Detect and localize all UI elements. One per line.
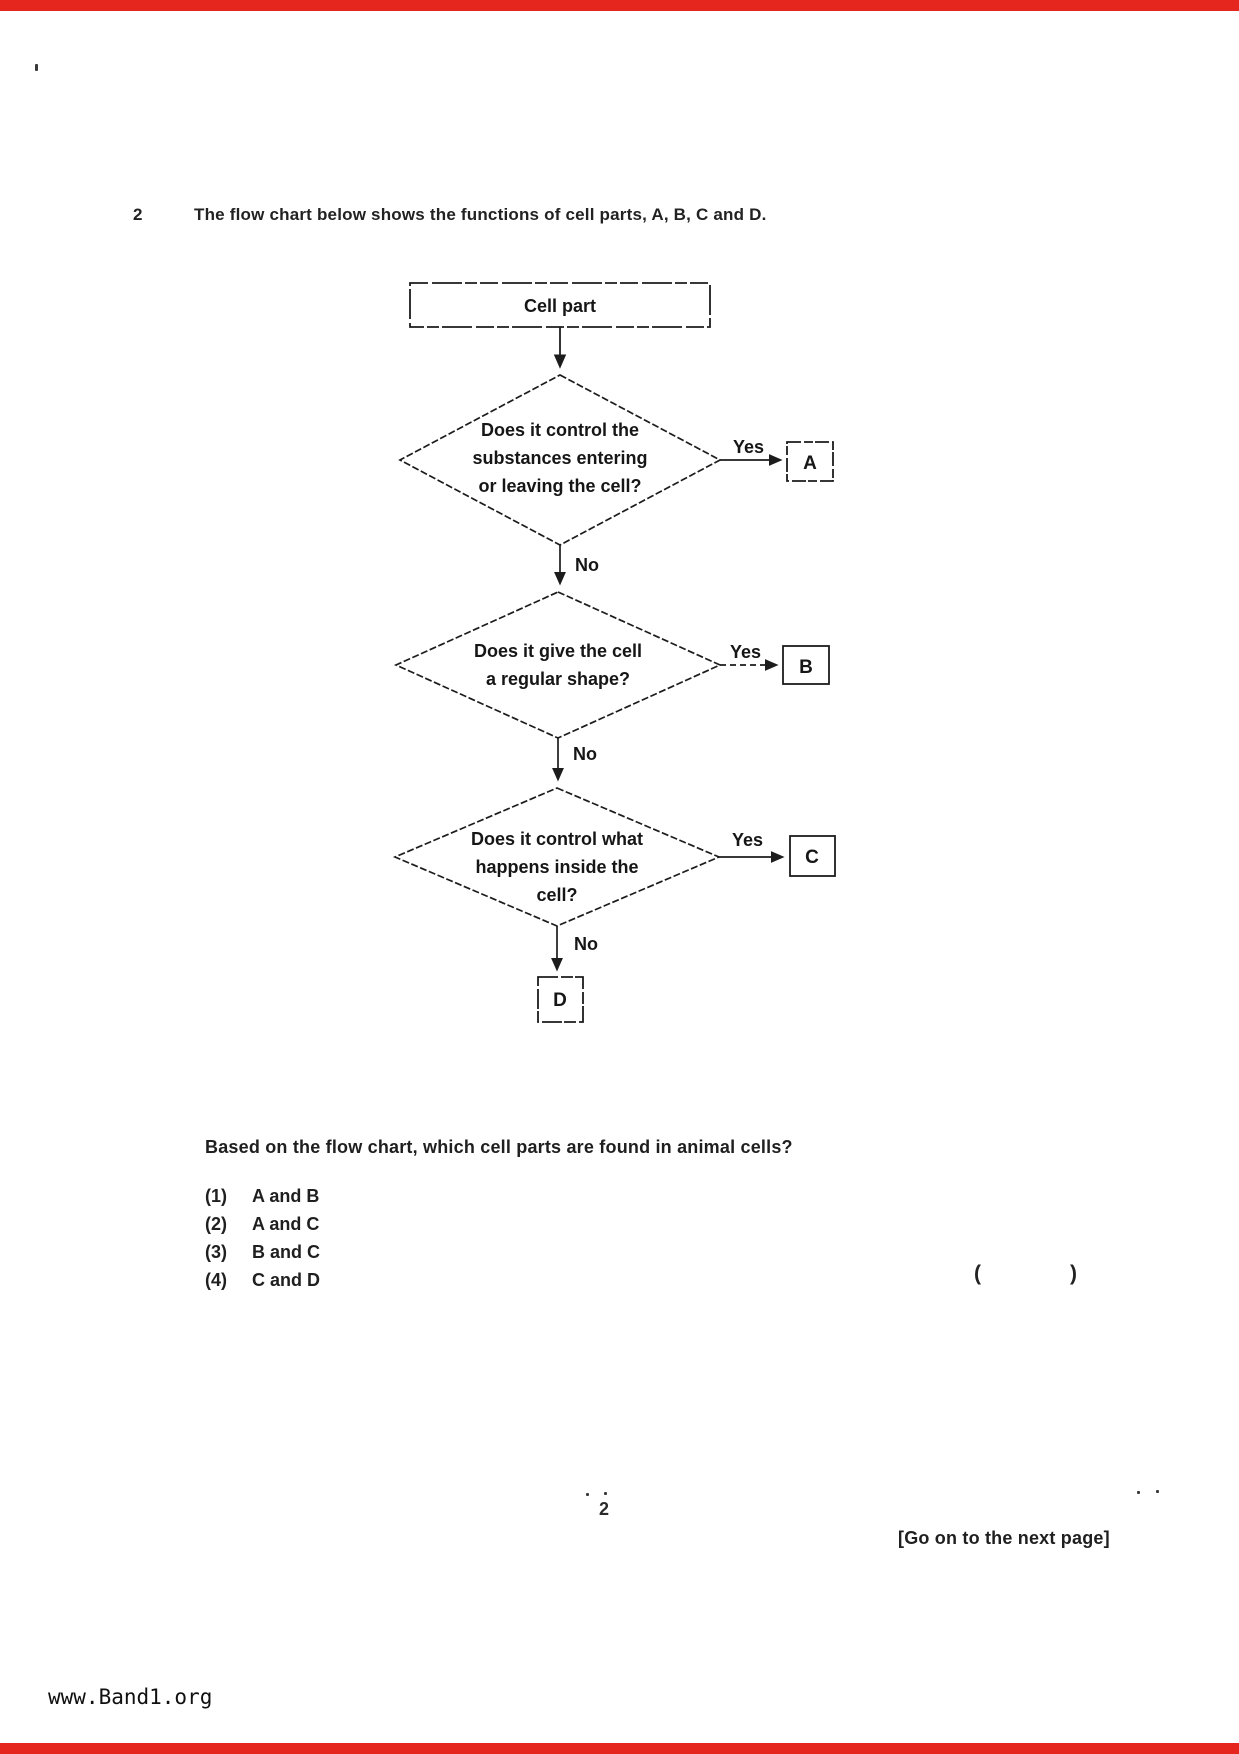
- decision3-line1: Does it control what: [470, 829, 644, 849]
- top-red-bar: [0, 0, 1239, 11]
- answer-bracket-close: ): [1070, 1262, 1077, 1285]
- option-label: B and C: [252, 1242, 321, 1262]
- decision2-diamond: [396, 592, 720, 738]
- scan-speck: [586, 1493, 589, 1496]
- scan-speck: [1137, 1491, 1140, 1494]
- result-c-label: C: [805, 847, 819, 868]
- scan-speck: [604, 1492, 607, 1495]
- page-number: 2: [599, 1499, 610, 1519]
- decision2-line1: Does it give the cell: [473, 641, 643, 661]
- option-label: C and D: [252, 1270, 321, 1290]
- option-number: (2): [205, 1214, 227, 1234]
- start-box-label: Cell part: [523, 296, 597, 316]
- decision2-yes-label: Yes: [730, 642, 762, 662]
- answer-bracket-open: (: [974, 1262, 981, 1285]
- result-b-label: B: [799, 657, 813, 678]
- decision1-line3: or leaving the cell?: [478, 476, 642, 496]
- option-number: (4): [205, 1270, 227, 1290]
- decision1-no-label: No: [575, 555, 599, 575]
- question-text: Based on the flow chart, which cell parts are found in animal cells?: [205, 1137, 793, 1157]
- scan-speck: [35, 64, 38, 71]
- answer-options: [205, 1186, 320, 1298]
- scan-speck: [1156, 1490, 1159, 1493]
- bottom-red-bar: [0, 1743, 1239, 1754]
- option-row: [205, 1270, 320, 1298]
- decision2-line2: a regular shape?: [485, 669, 631, 689]
- next-page-note: [Go on to the next page]: [898, 1528, 1110, 1548]
- option-label: A and B: [252, 1186, 320, 1206]
- option-row: [205, 1214, 320, 1242]
- decision3-no-label: No: [574, 934, 598, 954]
- option-number: (3): [205, 1242, 227, 1262]
- site-watermark: www.Band1.org: [48, 1685, 213, 1709]
- result-a-label: A: [803, 453, 817, 474]
- decision3-yes-label: Yes: [732, 830, 764, 850]
- cell-part-flowchart: [330, 250, 850, 1040]
- option-label: A and C: [252, 1214, 320, 1234]
- option-row: [205, 1186, 320, 1214]
- option-number: (1): [205, 1186, 227, 1206]
- result-d-label: D: [553, 990, 567, 1011]
- decision1-line2: substances entering: [472, 448, 648, 468]
- decision1-line1: Does it control the: [480, 420, 640, 440]
- option-row: [205, 1242, 320, 1270]
- decision3-line3: cell?: [536, 885, 578, 905]
- decision2-no-label: No: [573, 744, 597, 764]
- question-number: 2: [133, 205, 143, 224]
- decision3-line2: happens inside the: [475, 857, 639, 877]
- question-intro-text: The flow chart below shows the functions of cell parts, A, B, C and D.: [194, 205, 767, 224]
- decision1-yes-label: Yes: [733, 437, 765, 457]
